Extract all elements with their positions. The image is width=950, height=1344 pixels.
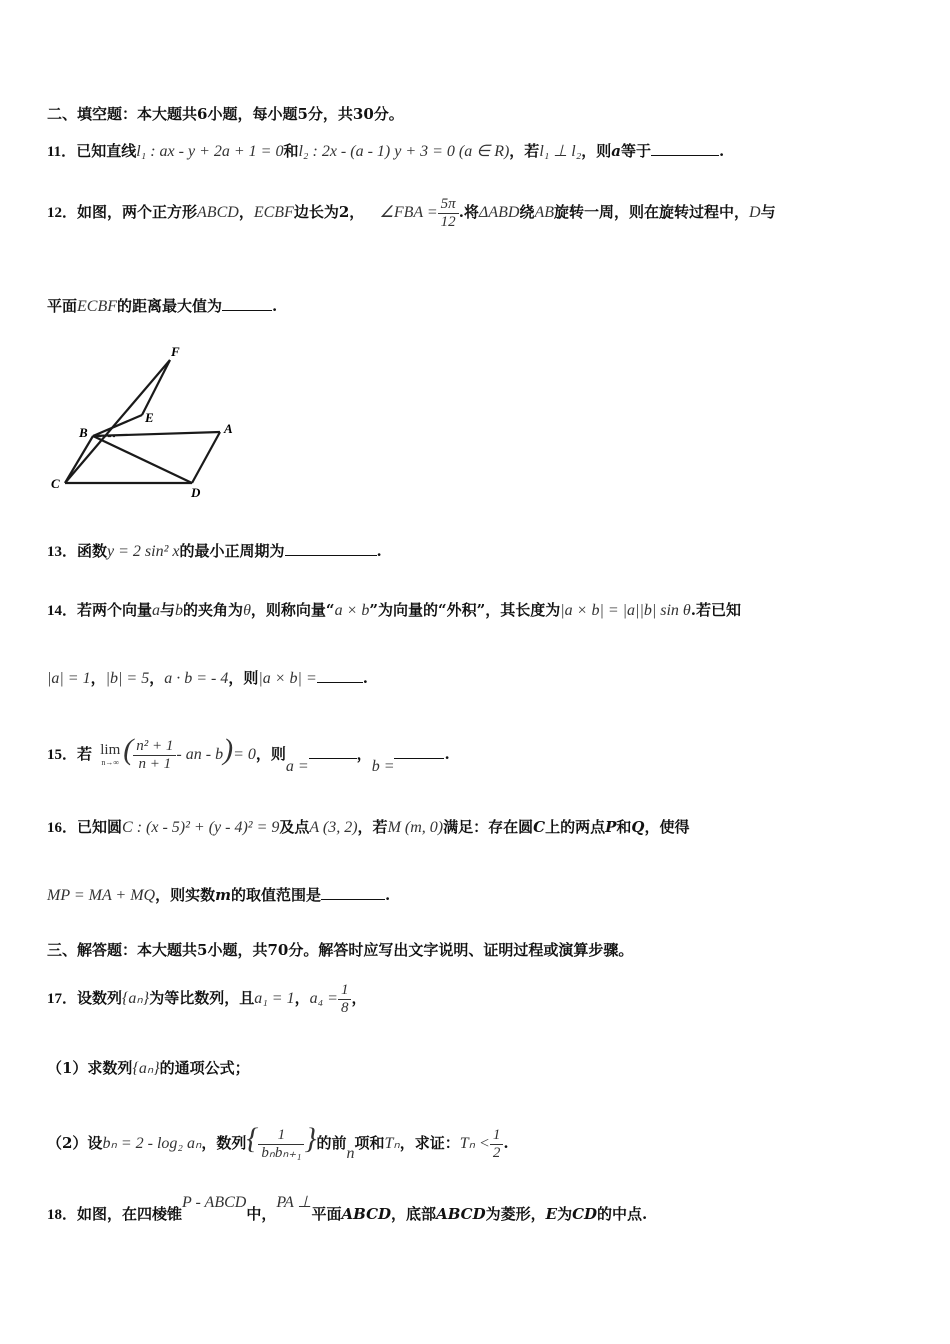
q16-c: C [533,818,546,836]
q12-text: .将 [458,203,479,221]
q12-square2: ECBF [253,204,294,221]
q17-number: 17． [47,991,78,1007]
q17-half: $\frac{1}{2}$ [490,1127,504,1161]
q12-text: 绕 [519,203,535,221]
q16-answer-blank[interactable] [321,898,385,900]
q16-text: 上的两点 [545,818,606,836]
question-15: 15．若 lim n→∞ ( $\frac{\text{n² + 1}}{n + 1}$ - an - b)= 0，则a =，b =. [47,733,450,775]
q15-sep: ， [356,745,372,763]
q16-point-a: A (3, 2) [309,819,358,836]
label-B: B [79,425,88,440]
section-3-heading: 三、解答题：本大题共5小题，共70分。解答时应写出文字说明、证明过程或演算步骤。 [47,941,634,959]
q11-answer-blank[interactable] [651,154,719,156]
question-13 [47,540,382,561]
q14-end: . [362,669,368,687]
q12-triangle: ΔABD [478,204,520,221]
q15-number: 15． [47,747,78,763]
q18-text: 为 [557,1205,573,1223]
label-E: E [145,410,154,425]
q15-end: . [444,745,450,763]
q17-text: 设数列 [77,989,123,1007]
q17-tn: Tₙ [384,1135,400,1152]
q18-text: 中， [246,1205,277,1223]
q12-end: . [272,297,278,315]
q12-square1: ABCD [197,204,239,221]
q14-text: .若已知 [690,601,741,619]
q13-text: 函数 [77,542,108,560]
q12-angle-fraction: $\frac{5\pi}{12}$ [438,196,459,230]
question-12 [47,196,776,230]
q17-part1-label: （1）求数列 [47,1059,133,1077]
q16-text: 的取值范围是 [231,886,322,904]
q11-line1: l₁ : ax - y + 2a + 1 = 0 [136,143,284,160]
label-C: C [51,476,60,491]
q15-text: 若 [77,745,93,763]
q11-text: 已知直线 [76,142,137,160]
q17-end: . [503,1134,509,1152]
q15-fraction: $\frac{\text{n² + 1}}{n + 1}$ [133,738,176,772]
edge-BA [93,432,220,436]
q18-pyramid: P - ABCD [182,1194,247,1211]
q14-cond1: |a| = 1 [47,670,91,687]
q18-abcd: ABCD [436,1205,486,1223]
q17-text: ， [351,989,367,1007]
q11-perp: l₁ ⊥ l₂ [539,143,582,160]
q13-end: . [376,542,382,560]
q15-limit: lim n→∞ [100,742,121,767]
label-A: A [224,421,233,436]
q15-answer-blank-a[interactable] [309,757,357,759]
q14-text: 若两个向量 [77,601,153,619]
q15-a: a = [285,758,309,775]
q14-text: 的夹角为 [183,601,244,619]
q18-text: 如图，在四棱锥 [77,1205,183,1223]
q14-vector-a: a [152,602,161,619]
edge-BC [65,436,93,483]
q17-a4: a₄ = [309,990,338,1007]
q14-text: ，则 [228,669,259,687]
q18-text: 的中点. [597,1205,648,1223]
q17-part1-seq: {aₙ} [132,1060,160,1077]
q17-text: 的前 [316,1134,347,1152]
q11-text: 等于 [621,142,652,160]
q18-text: 为菱形， [485,1205,546,1223]
q17-ineq: Tₙ < [459,1135,490,1152]
question-16 [47,816,689,837]
q14-sep: ， [90,669,106,687]
q12-text: 如图，两个正方形 [77,203,198,221]
q12-point: D [749,204,761,221]
question-14 [47,599,741,620]
q16-end: . [385,886,391,904]
q11-number: 11． [47,144,77,160]
section-2-heading: 二、填空题：本大题共6小题，每小题5分，共30分。 [47,105,404,123]
q14-cond3: a · b = - 4 [164,670,229,687]
q16-text: ，则实数 [155,886,216,904]
q12-answer-blank[interactable] [222,309,272,311]
label-F: F [171,344,180,359]
q11-text: ，则 [581,142,612,160]
q16-q: Q [631,818,645,836]
question-14-cont [47,667,368,688]
q17-part2-fraction: $\frac{1}{\text{bₙbₙ₊₁}}$ [258,1127,304,1161]
q17-sep: ， [294,989,310,1007]
q14-formula: |a × b| = |a||b| sin θ [560,602,691,619]
q18-number: 18． [47,1207,78,1223]
figure-squares [45,340,245,500]
q12-axis: AB [534,204,554,221]
q17-part2-label: （2）设 [47,1134,103,1152]
q17-n: n [346,1145,355,1162]
question-17 [47,982,366,1016]
question-17-part1 [47,1057,250,1078]
label-D: D [191,485,201,500]
q16-circle: C : (x - 5)² + (y - 4)² = 9 [122,819,280,836]
question-16-cont [47,884,390,905]
q12-plane: ECBF [77,298,118,315]
q14-ask: |a × b| = [258,670,317,687]
q11-end: . [719,142,725,160]
q16-condition: MP = MA + MQ [47,887,156,904]
q12-text: 与 [760,203,776,221]
q12-text: 边长为2， [293,203,365,221]
q14-cross: a × b [334,602,370,619]
q16-text: 和 [616,818,632,836]
q12-text: ， [238,203,254,221]
q17-text: ，求证： [399,1134,460,1152]
q16-text: ，使得 [644,818,690,836]
q11-var: a [611,142,622,160]
edge-AD [192,432,220,483]
q17-bn: bₙ = 2 - log₂ aₙ [102,1135,202,1152]
q17-a1: a₁ = 1 [254,990,295,1007]
q15-eq: = 0 [233,746,256,763]
q12-number: 12． [47,205,78,221]
q16-text: 及点 [279,818,310,836]
q14-cond2: |b| = 5 [105,670,150,687]
q14-answer-blank[interactable] [317,681,363,683]
q16-m: m [215,886,231,904]
q18-pa: PA ⊥ [276,1194,312,1211]
edge-EB [93,415,142,436]
q14-text: 与 [160,601,176,619]
q17-text: 项和 [354,1134,385,1152]
q16-text: 满足：存在圆 [443,818,534,836]
q12-text: 平面 [47,297,78,315]
q18-text: ，底部 [391,1205,437,1223]
q14-text: ，则称向量“ [250,601,335,619]
q18-text: 平面 [311,1205,342,1223]
q13-text: 的最小正周期为 [179,542,285,560]
q15-answer-blank-b[interactable] [394,757,444,759]
q16-number: 16． [47,820,78,836]
q13-number: 13． [47,544,78,560]
q14-number: 14． [47,603,78,619]
q18-cd: CD [572,1205,598,1223]
q14-sep: ， [149,669,165,687]
q17-text: 为等比数列，且 [149,989,255,1007]
q18-e: E [545,1205,558,1223]
q14-text: ”为向量的“外积”，其长度为 [369,601,561,619]
question-12-cont [47,295,277,316]
q14-theta: θ [243,602,251,619]
question-18 [47,1194,648,1224]
q17-sequence: {aₙ} [122,990,150,1007]
q15-text: ，则 [255,745,286,763]
q15-b: b = [371,758,395,775]
edge-BD [93,436,192,483]
q12-text: 旋转一周，则在旋转过程中， [553,203,749,221]
q12-text: 的距离最大值为 [117,297,223,315]
q16-p: P [605,818,617,836]
q17-text: ，数列 [201,1134,247,1152]
q16-text: 已知圆 [77,818,123,836]
q14-vector-b: b [175,602,184,619]
q18-abcd: ABCD [341,1205,392,1223]
q12-angle: ∠FBA = [379,204,438,221]
question-11 [47,140,724,161]
q17-fraction: $\frac{1}{8}$ [338,982,352,1016]
q11-line2: l₂ : 2x - (a - 1) y + 3 = 0 (a ∈ R) [298,143,510,160]
question-17-part2: （2）设bₙ = 2 - log₂ aₙ，数列{ $\frac{1}{\text{bₙbₙ₊₁}}$ }的前n项和Tₙ，求证：Tₙ < $\frac{1}{2}$ . [47,1122,509,1162]
q11-text: ，若 [509,142,540,160]
q11-text: 和 [283,142,299,160]
q13-function: y = 2 sin² x [107,543,180,560]
q15-rest: - an - b [176,746,224,763]
q16-text: ，若 [357,818,388,836]
q17-part1-text: 的通项公式； [159,1059,250,1077]
q16-point-m: M (m, 0) [387,819,444,836]
q13-answer-blank[interactable] [285,554,377,556]
